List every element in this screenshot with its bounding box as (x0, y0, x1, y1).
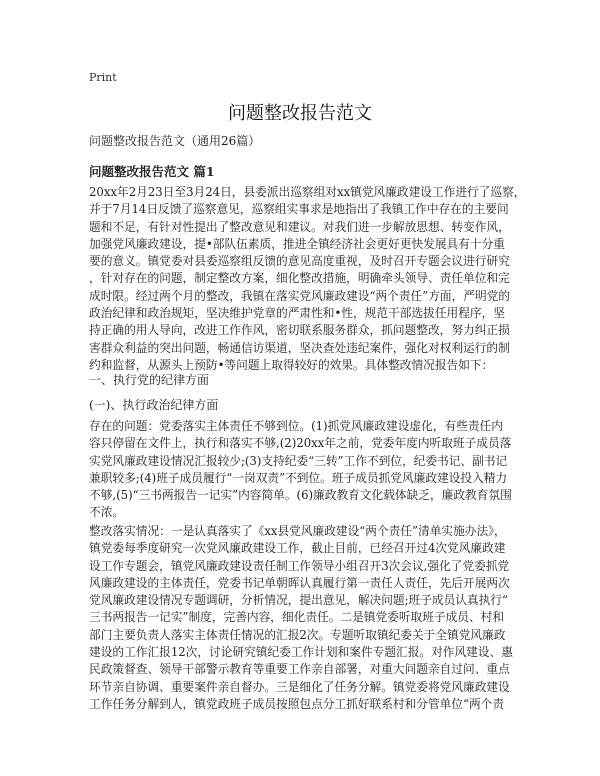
paragraph-line: 兼职较多;(4)班子成员履行“一岗双责”不到位。班子成员抓党风廉政建设投入精力 (89, 470, 508, 485)
paragraph-line: 整改落实情况：一是认真落实了《xx县党风廉政建设“两个责任”清单实施办法》， (89, 524, 506, 538)
paragraph-line: 部门主要负责人落实主体责任情况的汇报2次。专题听取镇纪委关于全镇党风廉政 (89, 627, 506, 642)
paragraph-line: 三书两报告一记实”制度，完善内容，细化责任。二是镇党委听取班子成员、村和 (89, 610, 505, 625)
intro-paragraph (89, 184, 526, 374)
paragraph-line: 实党风廉政建设情况汇报较少;(3)支持纪委“三转”工作不到位，纪委书记、副书记 (89, 453, 508, 468)
paragraph-line: 风廉政建设的主体责任，党委书记单朝晖认真履行第一责任人责任，先后开展两次 (89, 575, 510, 590)
paragraph-line: 民政策督查、领导干部警示教育等重要工作亲自部署，对重大问题亲自过问、重点 (89, 662, 510, 677)
paragraph-line: 害群众利益的突出问题，畅通信访渠道，坚决查处违纪案件，强化对权利运行的制 (89, 340, 510, 355)
paragraph-line: 并于7月14日反馈了巡察意见，巡察组实事求是地指出了我镇工作中存在的主要问 (89, 202, 509, 217)
paragraph-line: 加强党风廉政建设，提•部队伍素质，推进全镇经济社会更好更快发展具有十分重 (89, 236, 505, 251)
paragraph-line: 不够,(5)“三书两报告一记实”内容简单。(6)廉政教育文化载体缺乏，廉政教育氛围 (89, 488, 512, 503)
heading-discipline: 一、执行党的纪律方面 (89, 373, 210, 387)
section-title: 问题整改报告范文 篇1 (89, 164, 215, 179)
paragraph-line: ，针对存在的问题，制定整改方案，细化整改措施，明确牵头领导、责任单位和完 (89, 271, 510, 286)
print-label[interactable]: Print (89, 71, 117, 84)
paragraph-line: 镇党委每季度研究一次党风廉政建设工作，截止目前，已经召开过4次党风廉政建 (89, 541, 506, 556)
paragraph-line: 政治纪律和政治规矩，坚决维护党章的严肃性和•性，规范干部选拔任用程序，坚 (89, 306, 505, 321)
paragraph-line: 党风廉政建设情况专题调研，分析情况，提出意见，解决问题;班子成员认真执行“ (89, 593, 508, 608)
page-title: 问题整改报告范文 (228, 103, 372, 124)
problems-paragraph (89, 418, 519, 522)
paragraph-line: 约和监督，从源头上预防•等问题上取得较好的效果。具体整改情况报告如下： (89, 357, 494, 372)
document-subtitle: 问题整改报告范文（通用26篇） (89, 134, 261, 148)
paragraph-line: 不浓。 (89, 505, 125, 520)
paragraph-line: 持正确的用人导向，改进工作作风，密切联系服务群众，抓问题整改，努力纠正损 (89, 323, 510, 338)
paragraph-line: 题和不足，有针对性提出了整改意见和建议。对我们进一步解放思想、转变作风， (89, 219, 510, 234)
paragraph-line: 设工作专题会，镇党风廉政建设责任制工作领导小组召开3次会议,强化了党委抓党 (89, 558, 510, 573)
paragraph-line: 环节亲自协调、重要案件亲自督办。三是细化了任务分解。镇党委将党风廉政建设 (89, 679, 510, 694)
paragraph-line: 建设的工作汇报12次，讨论研究镇纪委工作计划和案件专题汇报。对作风建设、惠 (89, 645, 513, 660)
paragraph-line: 成时限。经过两个月的整改，我镇在落实党风廉政建设“两个责任”方面，严明党的 (89, 288, 511, 303)
paragraph-line: 要的意义。镇党委对县委巡察组反馈的意见高度重视，及时召开专题会议进行研究 (89, 254, 510, 269)
paragraph-line: 20xx年2月23日至3月24日，县委派出巡察组对xx镇党风廉政建设工作进行了巡察， (89, 185, 526, 199)
paragraph-line: 容只停留在文件上，执行和落实不够,(2)20xx年之前，党委年度内听取班子成员落 (89, 436, 512, 451)
heading-political-discipline: (一)、执行政治纪律方面 (89, 398, 219, 412)
rectification-paragraph (89, 523, 519, 713)
paragraph-line: 存在的问题：党委落实主体责任不够到位。(1)抓党风廉政建设虚化，有些责任内 (89, 419, 503, 433)
paragraph-line: 工作任务分解到人，镇党政班子成员按照包点分工抓好联系村和分管单位“两个责 (89, 696, 505, 711)
